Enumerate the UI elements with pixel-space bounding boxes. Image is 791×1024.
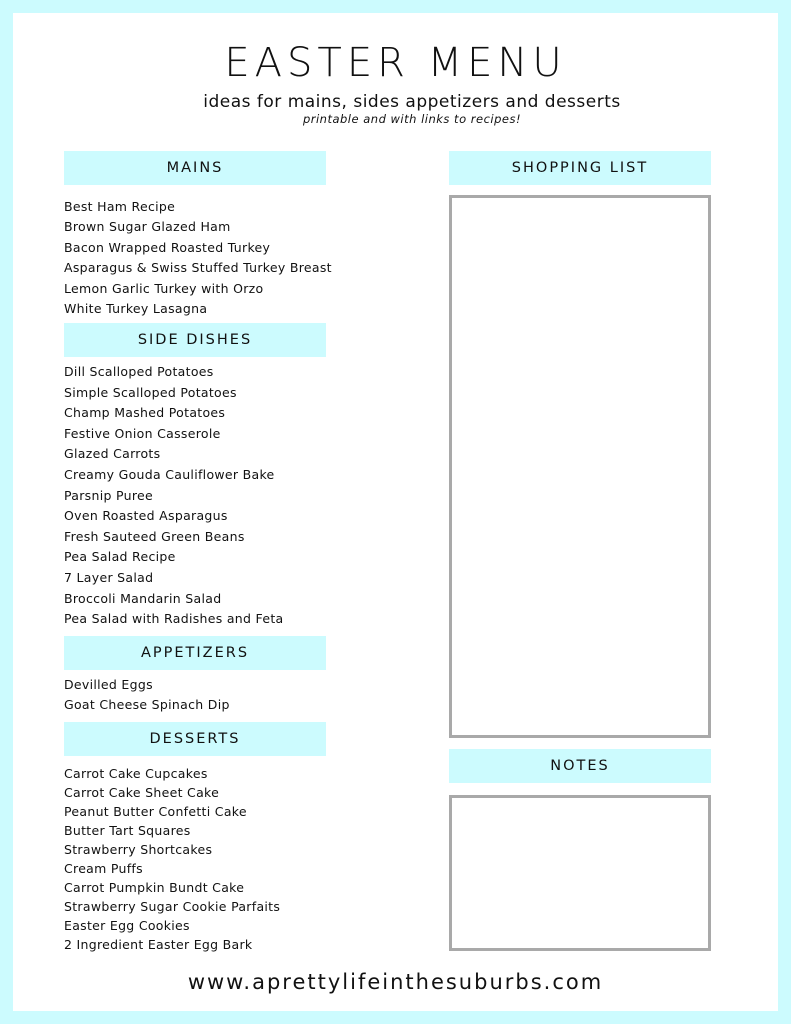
recipe-link[interactable]: White Turkey Lasagna — [64, 301, 208, 317]
appetizers-header: APPETIZERS — [64, 636, 326, 670]
shopping-list-box[interactable] — [449, 195, 711, 738]
recipe-link[interactable]: Easter Egg Cookies — [64, 918, 190, 933]
mains-header: MAINS — [64, 151, 326, 185]
recipe-link[interactable]: Devilled Eggs — [64, 677, 153, 692]
recipe-link[interactable]: Best Ham Recipe — [64, 199, 176, 214]
recipe-link[interactable]: Brown Sugar Glazed Ham — [64, 219, 231, 235]
desserts-list — [64, 764, 280, 954]
recipe-link[interactable]: Simple Scalloped Potatoes — [64, 384, 237, 400]
recipe-link[interactable]: Bacon Wrapped Roasted Turkey — [64, 239, 271, 255]
desserts-header: DESSERTS — [64, 722, 326, 756]
notes-header: NOTES — [449, 749, 711, 783]
recipe-link[interactable]: Parsnip Puree — [64, 487, 153, 503]
recipe-link[interactable]: Carrot Pumpkin Bundt Cake — [64, 880, 245, 895]
recipe-link[interactable]: Carrot Cake Sheet Cake — [64, 785, 220, 800]
recipe-link[interactable]: Asparagus & Swiss Stuffed Turkey Breast — [64, 260, 332, 276]
recipe-link[interactable]: Pea Salad with Radishes and Feta — [64, 611, 284, 627]
side-dishes-header: SIDE DISHES — [64, 323, 326, 357]
recipe-link[interactable]: Creamy Gouda Cauliflower Bake — [64, 466, 275, 482]
appetizers-list — [64, 675, 230, 716]
recipe-link[interactable]: 7 Layer Salad — [64, 569, 154, 585]
recipe-link[interactable]: Peanut Butter Confetti Cake — [64, 804, 247, 819]
recipe-link[interactable]: Glazed Carrots — [64, 446, 161, 462]
subtitle: ideas for mains, sides appetizers and desserts — [203, 92, 621, 112]
side-dishes-list — [64, 362, 283, 630]
recipe-link[interactable]: Cream Puffs — [64, 861, 143, 876]
notes-box[interactable] — [449, 795, 711, 951]
recipe-link[interactable]: Broccoli Mandarin Salad — [64, 590, 222, 606]
recipe-link[interactable]: Champ Mashed Potatoes — [64, 405, 226, 421]
recipe-link[interactable]: Pea Salad Recipe — [64, 549, 176, 565]
shopping-list-header: SHOPPING LIST — [449, 151, 711, 185]
recipe-link[interactable]: Butter Tart Squares — [64, 823, 191, 838]
website-footer[interactable]: www.aprettylifeinthesuburbs.com — [187, 970, 604, 994]
recipe-link[interactable]: Strawberry Sugar Cookie Parfaits — [64, 899, 281, 914]
recipe-link[interactable]: Carrot Cake Cupcakes — [64, 766, 208, 781]
mains-list — [64, 197, 332, 319]
recipe-link[interactable]: 2 Ingredient Easter Egg Bark — [64, 937, 253, 952]
recipe-link[interactable]: Goat Cheese Spinach Dip — [64, 697, 230, 713]
recipe-link[interactable]: Fresh Sauteed Green Beans — [64, 528, 245, 544]
page-title: EASTER MENU — [224, 40, 567, 86]
tagline: printable and with links to recipes! — [302, 112, 522, 126]
recipe-link[interactable]: Lemon Garlic Turkey with Orzo — [64, 280, 264, 296]
recipe-link[interactable]: Oven Roasted Asparagus — [64, 508, 228, 524]
recipe-link[interactable]: Festive Onion Casserole — [64, 425, 221, 441]
recipe-link[interactable]: Strawberry Shortcakes — [64, 842, 213, 857]
recipe-link[interactable]: Dill Scalloped Potatoes — [64, 364, 214, 379]
